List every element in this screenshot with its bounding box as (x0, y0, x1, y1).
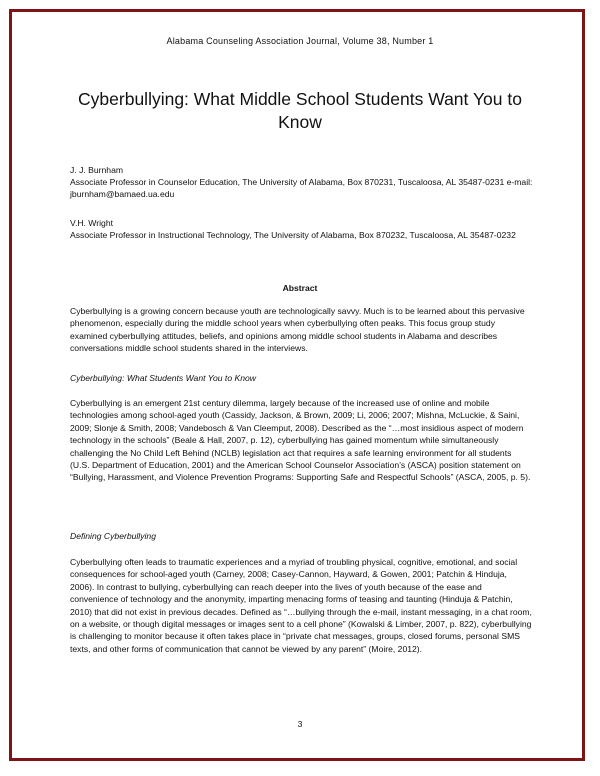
author-name: V.H. Wright (70, 218, 113, 228)
section-heading: Defining Cyberbullying (70, 531, 156, 541)
section-heading: Cyberbullying: What Students Want You to Know (70, 373, 256, 383)
section-text: Cyberbullying is an emergent 21st century dilemma, largely because of the increased use of online and mobile technologies among school-aged youth (Cassidy, Jackson, & Brown, 2009; Li, 2006; 2007; Mishna, McLuckie, & Saini, 2009; Slonje & Smith, 2008; Vandebosch & Van Cleemput, 2008). Described as the “…most insidious aspect of modern technology in the schools” (Beale & Hall, 2007, p. 12), cyberbullying has gained momentum while simultaneously challenging the No Child Left Behind (NCLB) legislation act that requires a safe learning environment for all students (U.S. Department of Education, 2001) and the American School Counselor Association’s (ASCA) position statement on “Bullying, Harassment, and Violence Prevention Programs: Supporting Safe and Respectful Schools” (ASCA, 2005, p. 5). (70, 398, 531, 483)
author-block (70, 217, 540, 241)
author-block (70, 164, 540, 200)
author-affiliation: Associate Professor in Counselor Education, The University of Alabama, Box 870231, Tuscaloosa, AL 35487-0231 e-mail: jburnham@bamaed.ua.edu (70, 177, 533, 199)
page-number: 3 (297, 719, 303, 729)
author-affiliation: Associate Professor in Instructional Technology, The University of Alabama, Box 870232, Tuscaloosa, AL 35487-0232 (70, 230, 516, 240)
journal-header: Alabama Counseling Association Journal, Volume 38, Number 1 (166, 36, 434, 46)
article-title: Cyberbullying: What Middle School Students Want You to Know (78, 89, 522, 132)
abstract-heading: Abstract (282, 283, 318, 293)
section-text: Cyberbullying often leads to traumatic experiences and a myriad of troubling physical, cognitive, emotional, and social consequences for school-aged youth (Carney, 2008; Casey-Cannon, Hayward, & Gowen, 2001; Patchin & Hinduja, 2006). In contrast to bullying, cyberbullying can reach deeper into the lives of youth because of the ease and convenience of technology and the anonymity, imparting menacing forms of teasing and taunting (Hinduja & Patchin, 2010) that did not exist in previous decades. Defined as “…bullying through the e-mail, instant messaging, in a chat room, on a website, or though digital messages or images sent to a cell phone” (Kowalski & Limber, 2007, p. 822), cyberbullying is challenging to monitor because it often takes place in “private chat messages, groups, closed forums, personal SMS texts, and other forms of communication that cannot be viewed by any parent” (Moire, 2012). (70, 557, 532, 654)
abstract-text: Cyberbullying is a growing concern because youth are technologically savvy. Much is to be learned about this pervasive phenomenon, especially during the middle school years when cyberbullying often peaks. This focus group study examined cyberbullying attitudes, beliefs, and opinions among middle school students in Alabama and describes conversations middle school students shared in the interviews. (70, 306, 525, 354)
author-name: J. J. Burnham (70, 165, 124, 175)
